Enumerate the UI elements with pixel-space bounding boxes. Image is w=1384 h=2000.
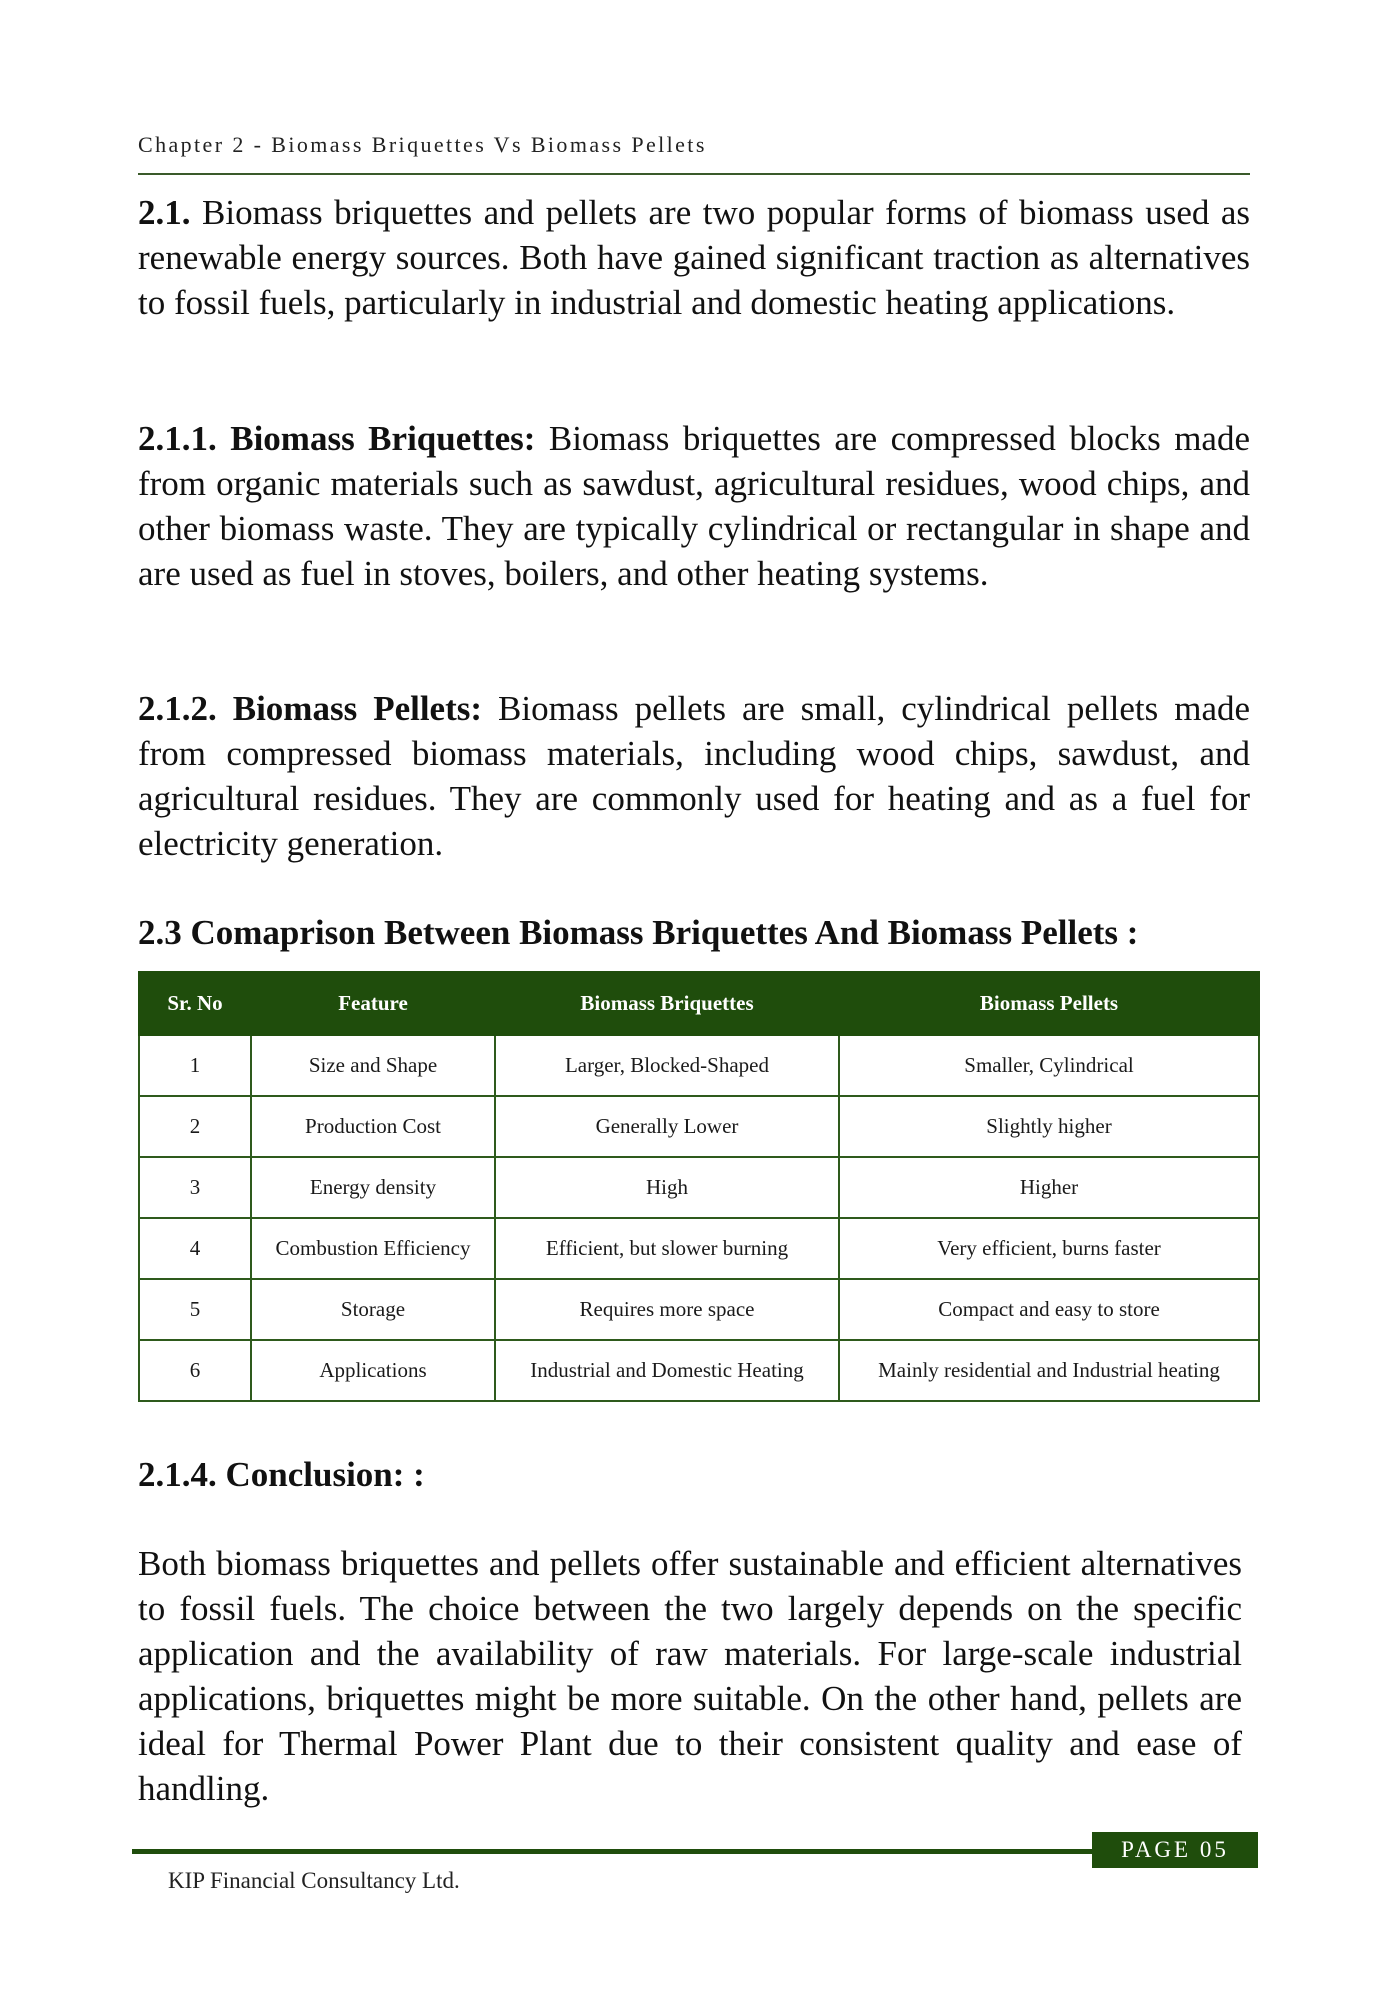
briquettes-heading: 2.1.1. Biomass Briquettes: bbox=[138, 419, 536, 458]
table-row bbox=[139, 1218, 1259, 1279]
table-row bbox=[139, 1035, 1259, 1096]
intro-number: 2.1. bbox=[138, 193, 191, 232]
cell-sr-no: 5 bbox=[139, 1279, 251, 1340]
cell-feature: Combustion Efficiency bbox=[251, 1218, 495, 1279]
cell-briquettes: Requires more space bbox=[495, 1279, 839, 1340]
pellets-paragraph bbox=[138, 686, 1250, 866]
cell-feature: Energy density bbox=[251, 1157, 495, 1218]
pellets-text: Biomass pellets are small, cylindrical pellets made from compressed biomass materials, including wood chips, sawdust, and agricultural residues. They are commonly used for heating and as a fuel for electricity generation. bbox=[138, 689, 1251, 863]
header-divider bbox=[138, 173, 1250, 175]
pellets-heading: 2.1.2. Biomass Pellets: bbox=[138, 689, 483, 728]
cell-pellets: Higher bbox=[839, 1157, 1259, 1218]
cell-briquettes: Generally Lower bbox=[495, 1096, 839, 1157]
cell-briquettes: Industrial and Domestic Heating bbox=[495, 1340, 839, 1401]
comparison-heading: 2.3 Comaprison Between Biomass Briquettes And Biomass Pellets : bbox=[138, 913, 1139, 952]
header-sr-no: Sr. No bbox=[139, 972, 251, 1035]
conclusion-heading: 2.1.4. Conclusion: : bbox=[138, 1455, 425, 1494]
cell-pellets: Smaller, Cylindrical bbox=[839, 1035, 1259, 1096]
cell-feature: Size and Shape bbox=[251, 1035, 495, 1096]
header-feature: Feature bbox=[251, 972, 495, 1035]
table-row bbox=[139, 1279, 1259, 1340]
cell-briquettes: High bbox=[495, 1157, 839, 1218]
table-row bbox=[139, 1340, 1259, 1401]
cell-pellets: Compact and easy to store bbox=[839, 1279, 1259, 1340]
header-briquettes: Biomass Briquettes bbox=[495, 972, 839, 1035]
briquettes-text: Biomass briquettes are compressed blocks made from organic materials such as sawdust, agricultural residues, wood chips, and other biomass waste. They are typically cylindrical or rectangular in shape and are used as fuel in stoves, boilers, and other heating systems. bbox=[138, 419, 1250, 593]
cell-briquettes: Larger, Blocked-Shaped bbox=[495, 1035, 839, 1096]
cell-sr-no: 2 bbox=[139, 1096, 251, 1157]
intro-text: Biomass briquettes and pellets are two popular forms of biomass used as renewable energy sources. Both have gained significant traction as alternatives to fossil fuels, particularly in industrial and domestic heating applications. bbox=[138, 193, 1251, 322]
cell-pellets: Mainly residential and Industrial heating bbox=[839, 1340, 1259, 1401]
footer-divider bbox=[132, 1849, 1092, 1854]
cell-briquettes: Efficient, but slower burning bbox=[495, 1218, 839, 1279]
header-pellets: Biomass Pellets bbox=[839, 972, 1259, 1035]
cell-sr-no: 1 bbox=[139, 1035, 251, 1096]
cell-pellets: Slightly higher bbox=[839, 1096, 1259, 1157]
intro-paragraph bbox=[138, 190, 1250, 325]
cell-feature: Production Cost bbox=[251, 1096, 495, 1157]
page-number-badge: PAGE 05 bbox=[1092, 1832, 1258, 1868]
cell-sr-no: 3 bbox=[139, 1157, 251, 1218]
table-header-row bbox=[139, 972, 1259, 1035]
table-row bbox=[139, 1096, 1259, 1157]
cell-pellets: Very efficient, burns faster bbox=[839, 1218, 1259, 1279]
footer-company-name: KIP Financial Consultancy Ltd. bbox=[168, 1868, 460, 1893]
table-row bbox=[139, 1157, 1259, 1218]
conclusion-paragraph: Both biomass briquettes and pellets offer sustainable and efficient alternatives to fossil fuels. The choice between the two largely depends on the specific application and the availability of raw materials. For large-scale industrial applications, briquettes might be more suitable. On the other hand, pellets are ideal for Thermal Power Plant due to their consistent quality and ease of handling. bbox=[138, 1544, 1242, 1808]
cell-feature: Storage bbox=[251, 1279, 495, 1340]
cell-sr-no: 6 bbox=[139, 1340, 251, 1401]
cell-sr-no: 4 bbox=[139, 1218, 251, 1279]
briquettes-paragraph bbox=[138, 416, 1250, 596]
chapter-header: Chapter 2 - Biomass Briquettes Vs Biomass Pellets bbox=[138, 132, 707, 157]
comparison-table bbox=[138, 971, 1260, 1402]
cell-feature: Applications bbox=[251, 1340, 495, 1401]
